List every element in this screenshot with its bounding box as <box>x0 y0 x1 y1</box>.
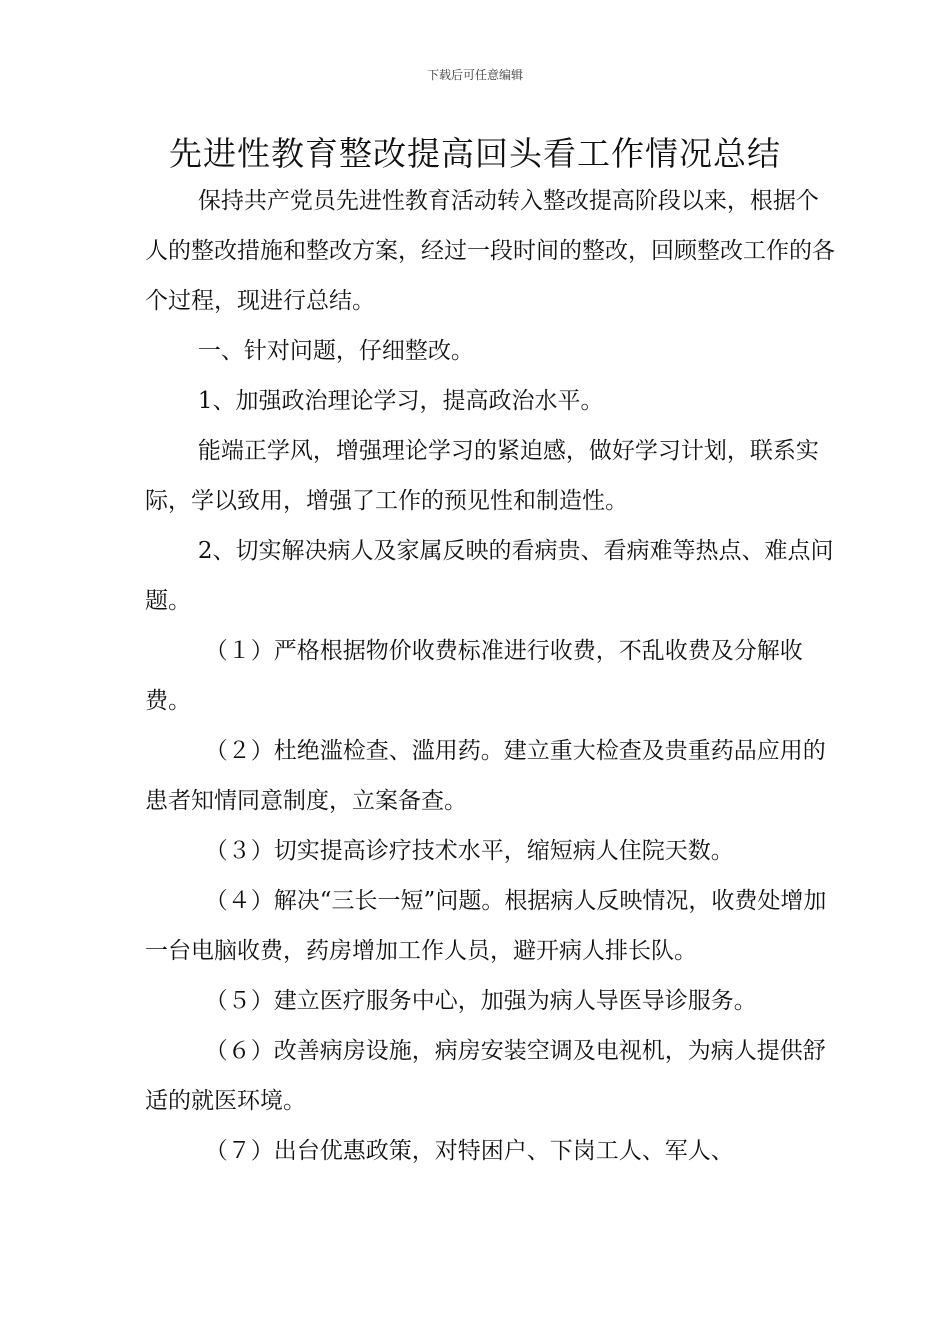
document-title: 先进性教育整改提高回头看工作情况总结 <box>169 134 781 173</box>
page-header-note: 下载后可任意编辑 <box>426 68 523 82</box>
paragraph-study: 能端正学风，增强理论学习的紧迫感，做好学习计划，联系实际，学以致用，增强了工作的预见性和制造性。 <box>145 438 819 514</box>
sub-item-3: （３）切实提高诊疗技术水平，缩短病人住院天数。 <box>204 838 734 864</box>
sub-item-6: （６）改善病房设施，病房安装空调及电视机，为病人提供舒适的就医环境。 <box>145 1038 826 1114</box>
paragraph-intro: 保持共产党员先进性教育活动转入整改提高阶段以来，根据个人的整改措施和整改方案，经过一段时间的整改，回顾整改工作的各个过程，现进行总结。 <box>145 188 835 314</box>
sub-item-5: （５）建立医疗服务中心，加强为病人导医导诊服务。 <box>204 988 757 1014</box>
sub-item-4: （４）解决“三长一短”问题。根据病人反映情况，收费处增加一台电脑收费，药房增加工作人员，避开病人排长队。 <box>145 888 827 964</box>
section-heading-1: 一、针对问题，仔细整改。 <box>197 338 474 364</box>
sub-item-2: （２）杜绝滥检查、滥用药。建立重大检查及贵重药品应用的患者知情同意制度，立案备查。 <box>145 738 826 814</box>
item-heading-2: 2、切实解决病人及家属反映的看病贵、看病难等热点、难点问题。 <box>145 538 834 614</box>
document-body <box>145 176 835 1176</box>
sub-item-7: （７）出台优惠政策，对特困户、下岗工人、军人、 <box>204 1138 734 1164</box>
item-heading-1: 1、加强政治理论学习，提高政治水平。 <box>197 388 604 414</box>
sub-item-1: （１）严格根据物价收费标准进行收费，不乱收费及分解收费。 <box>145 638 803 714</box>
